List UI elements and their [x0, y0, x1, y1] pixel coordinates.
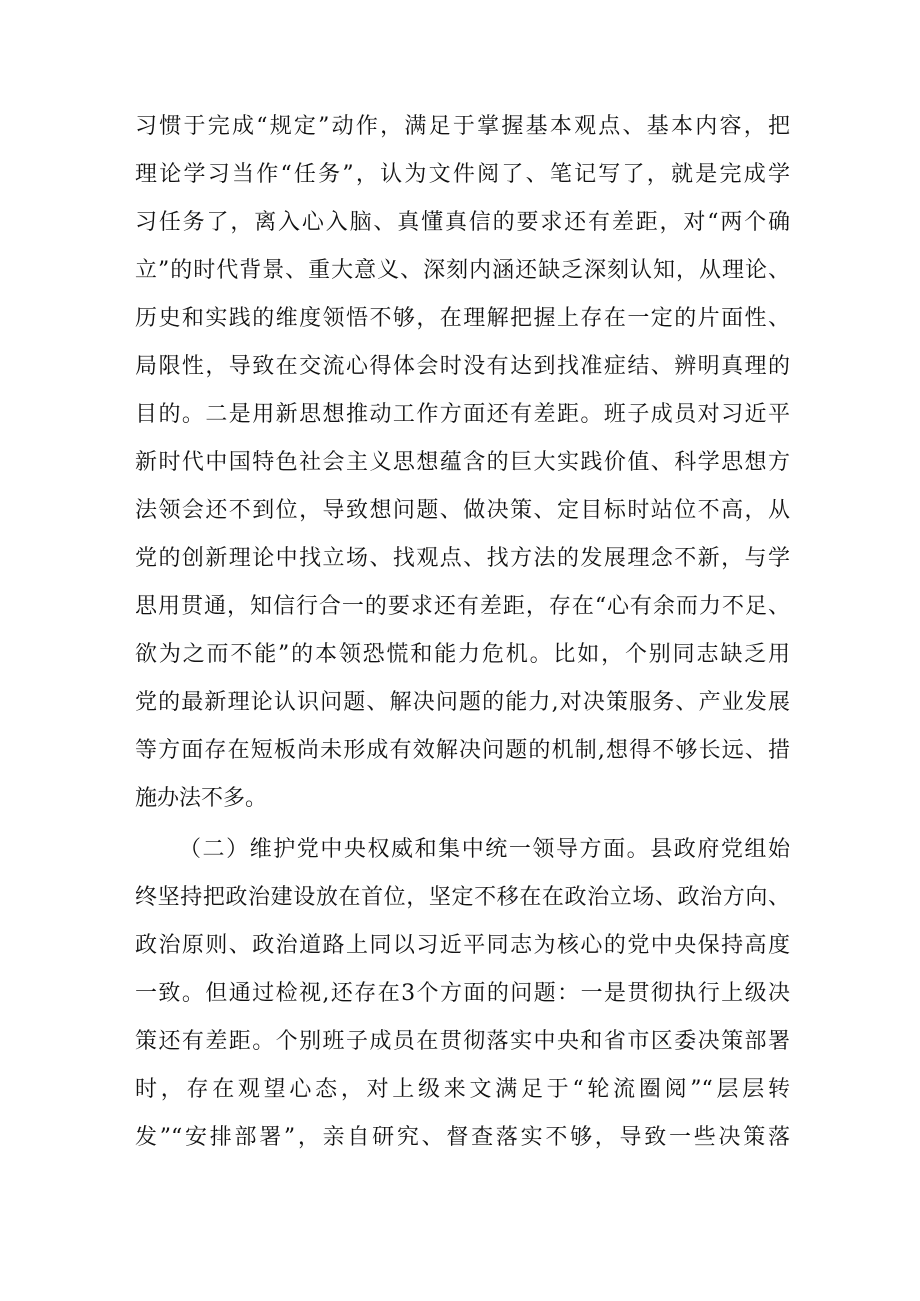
text-line: 时，存在观望心态，对上级来文满足于“轮流圈阅”“层层转: [135, 1077, 790, 1102]
text-line: 一致。但通过检视,还存在3个方面的问题：一是贯彻执行上级决: [135, 981, 790, 1006]
text-line: 欲为之而不能”的本领恐慌和能力危机。比如，个别同志缺乏用: [135, 642, 790, 667]
text-line: （二）维护党中央权威和集中统一领导方面。县政府党组始: [179, 837, 790, 862]
text-line: 终坚持把政治建设放在首位，坚定不移在在政治立场、政治方向、: [135, 885, 790, 910]
text-line: 政治原则、政治道路上同以习近平同志为核心的党中央保持高度: [135, 933, 790, 958]
text-line: 目的。二是用新思想推动工作方面还有差距。班子成员对习近平: [135, 402, 790, 427]
paragraph-2: [135, 826, 790, 1162]
text-line: 党的创新理论中找立场、找观点、找方法的发展理念不新，与学: [135, 546, 790, 571]
text-line: 历史和实践的维度领悟不够，在理解把握上存在一定的片面性、: [135, 306, 790, 331]
text-line: 理论学习当作“任务”，认为文件阅了、笔记写了，就是完成学: [135, 162, 790, 187]
text-line: 习任务了，离入心入脑、真懂真信的要求还有差距，对“两个确: [135, 210, 790, 235]
text-line: 立”的时代背景、重大意义、深刻内涵还缺乏深刻认知，从理论、: [135, 258, 790, 283]
paragraph-1: [135, 103, 790, 823]
text-line: 施办法不多。: [135, 786, 268, 811]
text-line: 法领会还不到位，导致想问题、做决策、定目标时站位不高，从: [135, 498, 790, 523]
text-line: 党的最新理论认识问题、解决问题的能力,对决策服务、产业发展: [135, 690, 790, 715]
text-line: 等方面存在短板尚未形成有效解决问题的机制,想得不够长远、措: [135, 738, 790, 763]
text-line: 局限性，导致在交流心得体会时没有达到找准症结、辨明真理的: [135, 354, 790, 379]
text-line: 发”“安排部署”，亲自研究、督查落实不够，导致一些决策落: [135, 1125, 790, 1150]
text-line: 习惯于完成“规定”动作，满足于掌握基本观点、基本内容，把: [135, 114, 790, 139]
text-line: 策还有差距。个别班子成员在贯彻落实中央和省市区委决策部署: [135, 1029, 790, 1054]
text-line: 思用贯通，知信行合一的要求还有差距，存在“心有余而力不足、: [135, 594, 790, 619]
text-line: 新时代中国特色社会主义思想蕴含的巨大实践价值、科学思想方: [135, 450, 790, 475]
